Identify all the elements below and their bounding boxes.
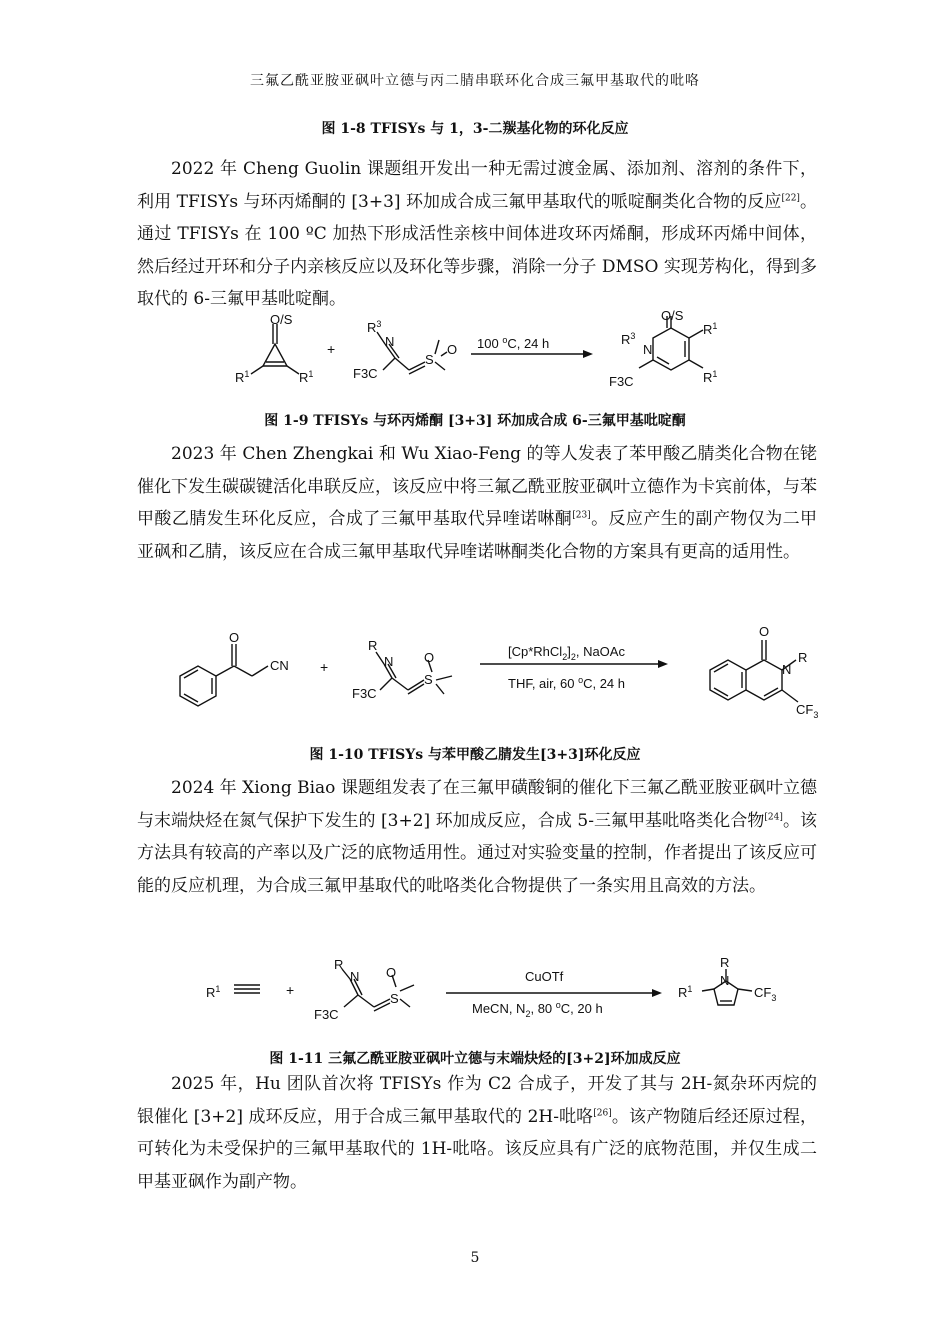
product-label-r3: $R^3$ (621, 331, 636, 347)
figure-caption-1-10: 图 1-10 TFISYs 与苯甲酸乙腈发生[3+3]环化反应 (309, 747, 641, 763)
product-label-os: O/S (661, 310, 684, 323)
s2-condition-top: $[Cp*RhCl_2]_2$, NaOAc (508, 644, 625, 662)
citation-24[interactable]: [24] (764, 811, 783, 822)
scheme-1-10 (170, 620, 840, 720)
s3-product-cf3: $CF_3$ (754, 985, 777, 1003)
label-f3c: F3C (353, 366, 378, 381)
s2-product-n: N (782, 662, 792, 677)
s2-cn: CN (270, 658, 289, 673)
product-label-r1-bottom: $R^1$ (703, 369, 718, 385)
figure-caption-1-8: 图 1-8 TFISYs 与 1，3-二羰基化物的环化反应 (321, 121, 629, 137)
label-r1-left: $R^1$ (235, 369, 250, 385)
citation-22[interactable]: [22] (781, 192, 800, 203)
product-label-r1-top: $R^1$ (703, 321, 718, 337)
page-number: 5 (470, 1250, 480, 1266)
s2-f3c: F3C (352, 686, 377, 701)
s2-plus: + (320, 659, 329, 675)
label-os: O/S (270, 312, 293, 327)
figure-caption-1-9: 图 1-9 TFISYs 与环丙烯酮 [3+3] 环加成合成 6-三氟甲基吡啶酮 (264, 413, 686, 429)
s3-condition-top: CuOTf (525, 969, 564, 984)
s3-product-r1: $R^1$ (678, 984, 693, 1000)
s3-s: S (390, 991, 399, 1006)
paragraph-4: 2025 年，Hu 团队首次将 TFISYs 作为 C2 合成子，开发了其与 2H-氮杂环丙烷的银催化 [3+2] 成环反应，用于合成三氟甲基取代的 2H-吡咯[26]。该产物随后经还原过程，可转化为未受保护的三氟甲基取代的 1H-吡咯。该反应具有广泛的底物范围，并仅生成二甲基亚砜作为副产物。 (137, 1074, 817, 1192)
s2-s: S (424, 672, 433, 687)
s3-condition-bottom: MeCN, $N_2$, 80 $^o$C, 20 h (472, 1000, 603, 1019)
s3-r: R (334, 957, 344, 972)
s2-product-r: R (798, 650, 808, 665)
s3-o: O (386, 965, 397, 980)
s2-ketone-o: O (229, 630, 240, 645)
scheme-1-11 (200, 955, 800, 1035)
product-label-f3c: F3C (609, 374, 634, 389)
figure-caption-1-11: 图 1-11 三氟乙酰亚胺亚砜叶立德与末端炔烃的[3+2]环加成反应 (269, 1051, 681, 1067)
scheme-1-9 (225, 310, 745, 402)
label-r1-right: $R^1$ (299, 369, 314, 385)
label-r3: $R^3$ (367, 319, 382, 335)
paragraph-1: 2022 年 Cheng Guolin 课题组开发出一种无需过渡金属、添加剂、溶剂的条件下，利用 TFISYs 与环丙烯酮的 [3+3] 环加成合成三氟甲基取代的哌啶酮类化合物的反应[22]。通过 TFISYs 在 100 ºC 加热下形成活性亲核中间体进攻环丙烯酮，形成环丙烯中间体，然后经过开环和分子内亲核反应以及环化等步骤，消除一分子 DMSO 实现芳构化，得到多取代的 6-三氟甲基吡啶酮。 (137, 159, 818, 309)
running-header: 三氟乙酰亚胺亚砜叶立德与丙二腈串联环化合成三氟甲基取代的吡咯 (250, 73, 700, 89)
citation-23[interactable]: [23] (572, 510, 591, 521)
label-n: N (385, 334, 395, 349)
paragraph-3: 2024 年 Xiong Biao 课题组发表了在三氟甲磺酸铜的催化下三氟乙酰亚胺亚砜叶立德与末端炔烃在氮气保护下发生的 [3+2] 环加成反应，合成 5-三氟甲基吡咯类化合物[24]。该方法具有较高的产率以及广泛的底物适用性。通过对实验变量的控制，作者提出了该反应可能的反应机理，为合成三氟甲基取代的吡咯类化合物提供了一条实用且高效的方法。 (137, 778, 817, 896)
s2-o: O (424, 650, 435, 665)
s2-product-o: O (759, 624, 770, 639)
s3-product-r: R (720, 955, 730, 970)
s2-n: N (384, 654, 394, 669)
s3-product-n: N (720, 973, 730, 988)
plus-sign: + (327, 341, 336, 357)
condition-text: 100 $^o$C, 24 h (477, 335, 550, 351)
s2-condition-bottom: THF, air, 60 $^o$C, 24 h (508, 675, 626, 691)
label-s: S (425, 352, 434, 367)
s2-r: R (368, 638, 378, 653)
s3-r1: $R^1$ (206, 984, 221, 1000)
s3-plus: + (286, 982, 295, 998)
s3-f3c: F3C (314, 1007, 339, 1022)
paragraph-2: 2023 年 Chen Zhengkai 和 Wu Xiao-Feng 的等人发表了苯甲酸乙腈类化合物在铑催化下发生碳碳键活化串联反应，该反应中将三氟乙酰亚胺亚砜叶立德作为卡宾前体，与苯甲酸乙腈发生环化反应，合成了三氟甲基取代异喹诺啉酮[23]。反应产生的副产物仅为二甲亚砜和乙腈，该反应在合成三氟甲基取代异喹诺啉酮类化合物的方案具有更高的适用性。 (137, 444, 818, 562)
product-label-n: N (643, 342, 653, 357)
label-o: O (447, 342, 458, 357)
citation-26[interactable]: [26] (593, 1107, 612, 1118)
s3-n: N (350, 969, 360, 984)
s2-product-cf3: $CF_3$ (796, 702, 819, 720)
